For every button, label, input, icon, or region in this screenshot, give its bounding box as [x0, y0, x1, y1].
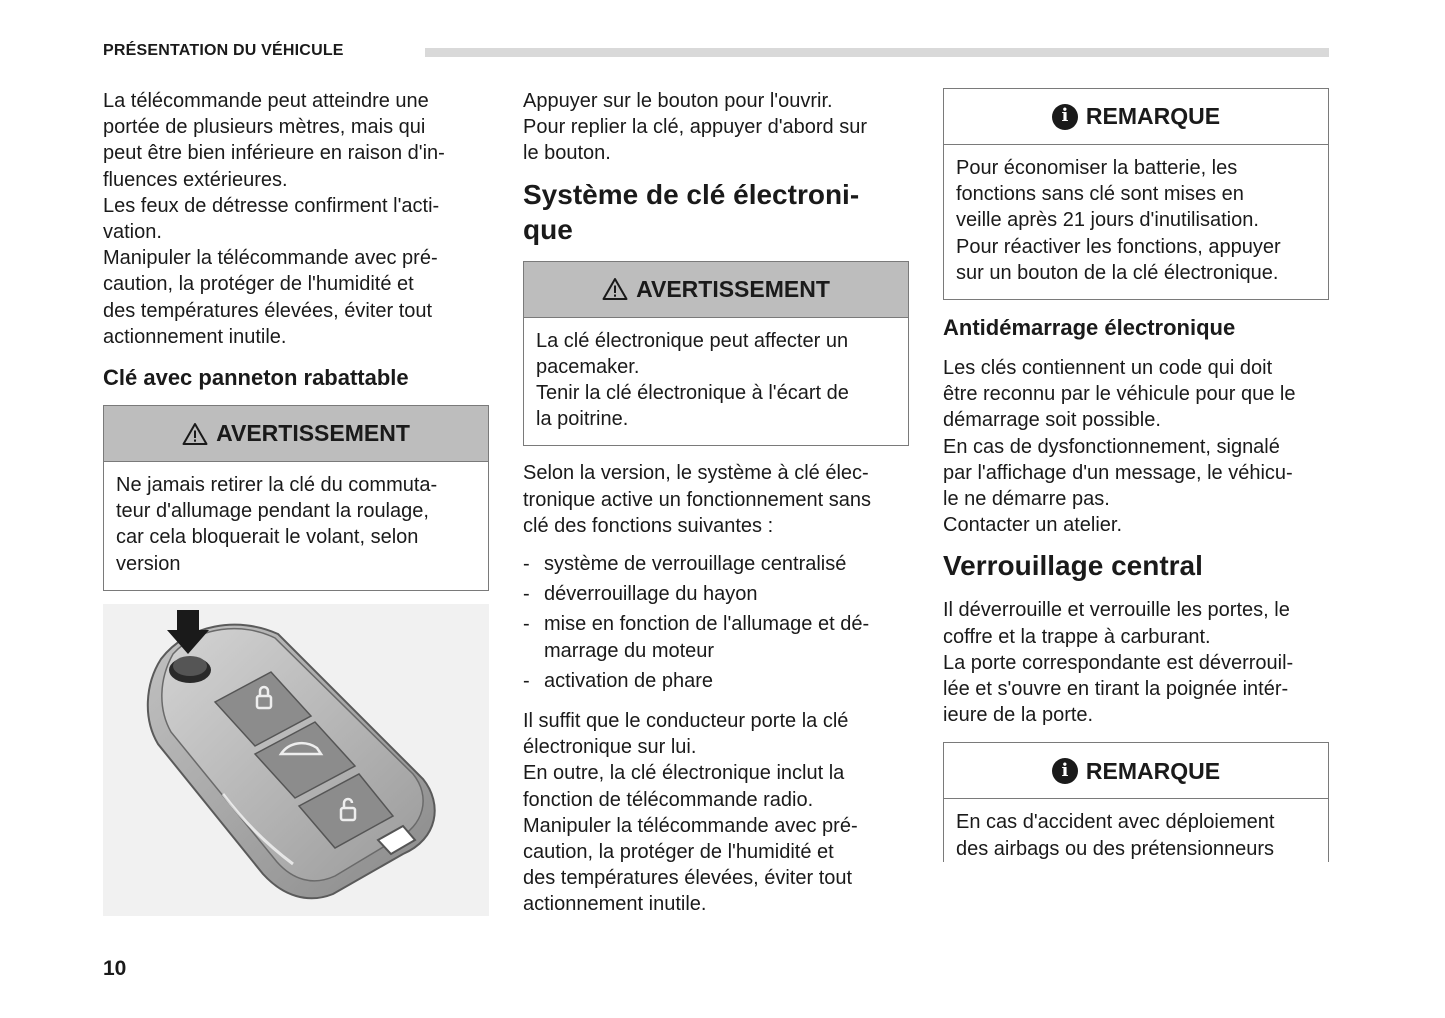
info-icon: i	[1052, 758, 1078, 784]
keyless-functions-list	[523, 551, 909, 694]
note-title: REMARQUE	[1085, 103, 1221, 130]
info-icon: i	[1052, 104, 1078, 130]
note-box-header	[944, 743, 1328, 799]
warning-box-body: La clé électronique peut affecter un pacemaker. Tenir la clé électronique à l'écart de la poitrine.	[536, 329, 849, 431]
heading-central-locking: Verrouillage central	[943, 550, 1203, 582]
note-title: REMARQUE	[1085, 757, 1221, 784]
warning-box-header	[104, 406, 488, 462]
col2-para-1: Selon la version, le système à clé élec- tronique active un fonctionnement sans clé des fonctions suivantes :	[523, 462, 871, 537]
list-item: - mise en fonction de l'allumage et dé- marrage du moteur	[523, 611, 909, 663]
col3-para-2: Il déverrouille et verrouille les portes, le coffre et la trappe à carburant. La porte correspondante est déverrouil- lée et s'ouvre en tirant la poignée intér- ieure de la porte.	[943, 599, 1294, 727]
note-box-accident	[943, 742, 1329, 861]
section-title: PRÉSENTATION DU VÉHICULE	[103, 42, 344, 59]
note-box-body: En cas d'accident avec déploiement des airbags ou des prétensionneurs	[956, 811, 1275, 860]
column-2	[523, 88, 909, 918]
list-item: - activation de phare	[523, 668, 909, 694]
col2-para-2: Il suffit que le conducteur porte la clé électronique sur lui. En outre, la clé électronique inclut la fonction de télécommande radio. Manipuler la télécommande avec pré- caution, la protéger de l'humidité et des températures élevées, éviter tout actionnement inutile.	[523, 710, 858, 916]
column-1	[103, 88, 489, 591]
col2-intro: Appuyer sur le bouton pour l'ouvrir. Pour replier la clé, appuyer d'abord sur le bouton.	[523, 90, 868, 165]
warning-title: AVERTISSEMENT	[636, 276, 830, 302]
note-box-body: Pour économiser la batterie, les fonctions sans clé sont mises en veille après 21 jours d'inutilisation. Pour réactiver les fonctions, appuyer sur un bouton de la clé électronique.	[956, 157, 1281, 284]
page-number: 10	[103, 957, 127, 980]
header-rule	[425, 48, 1329, 57]
heading-folding-key: Clé avec panneton rabattable	[103, 365, 409, 391]
warning-box-body: Ne jamais retirer la clé du commuta- teur d'allumage pendant la roulage, car cela bloquerait le volant, selon version	[116, 474, 438, 575]
col1-intro: La télécommande peut atteindre une portée de plusieurs mètres, mais qui peut être bien inférieure en raison d'in- fluences extérieures. Les feux de détresse confirment l'acti- vation. Manipuler la télécommande avec pré- caution, la protéger de l'humidité et des températures élevées, éviter tout actionnement inutile.	[103, 90, 445, 348]
heading-immobilizer: Antidémarrage électronique	[943, 315, 1236, 341]
note-box-header	[944, 89, 1328, 145]
warning-title: AVERTISSEMENT	[216, 420, 410, 447]
warning-box-pacemaker	[523, 261, 909, 447]
key-illustration	[103, 604, 489, 916]
column-3	[943, 88, 1329, 862]
col3-para-1: Les clés contiennent un code qui doit être reconnu par le véhicule pour que le démarrage soit possible. En cas de dysfonctionnement, signalé par l'affichage d'un message, le véhicu- le ne démarre pas. Contacter un atelier.	[943, 357, 1296, 537]
list-item: - déverrouillage du hayon	[523, 581, 909, 607]
heading-electronic-key: Système de clé électroni- que	[523, 178, 860, 245]
warning-triangle-icon	[602, 277, 628, 301]
note-box-battery	[943, 88, 1329, 300]
warning-box-header	[524, 262, 908, 318]
folding-key-remote-icon	[103, 604, 489, 916]
warning-box-ignition	[103, 405, 489, 591]
warning-triangle-icon	[182, 422, 208, 446]
list-item: - système de verrouillage centralisé	[523, 551, 909, 577]
